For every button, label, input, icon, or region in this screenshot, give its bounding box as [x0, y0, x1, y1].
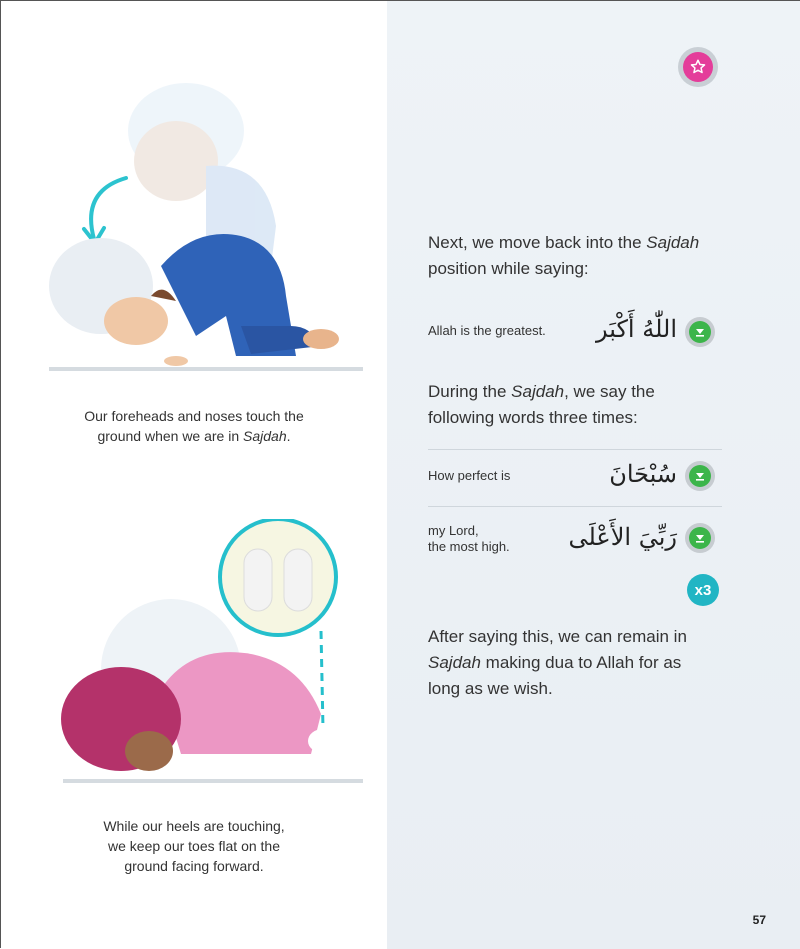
rabbiyal-ala-arabic: رَبِّيَ الأَعْلَى	[568, 523, 677, 551]
allahu-akbar-translation: Allah is the greatest.	[428, 323, 546, 338]
text-panel	[387, 1, 800, 949]
divider	[428, 449, 722, 450]
during-text-3: following words three times:	[428, 408, 638, 427]
sajdah-term: Sajdah	[511, 382, 565, 401]
subhana-translation: How perfect is	[428, 468, 511, 483]
subhana-arabic: سُبْحَانَ	[609, 460, 677, 488]
caption-heels-line2: we keep our toes flat on the	[108, 838, 280, 854]
star-icon	[689, 58, 707, 76]
audio-button-rabbiyal-ala[interactable]	[685, 523, 715, 553]
curved-arrow-icon	[91, 178, 126, 239]
sajdah-term: Sajdah	[428, 653, 481, 672]
caption-forehead-line1: Our foreheads and noses touch the	[84, 408, 304, 424]
translation-line2: the most high.	[428, 539, 510, 554]
caption-heels-line3: ground facing forward.	[124, 858, 264, 874]
intro-text: Next, we move back into the	[428, 233, 647, 252]
divider	[428, 506, 722, 507]
allahu-akbar-arabic: اللّٰهُ أَكْبَر	[596, 315, 677, 343]
audio-button-allahu-akbar[interactable]	[685, 317, 715, 347]
caption-period: .	[286, 428, 291, 444]
caption-heels-line1: While our heels are touching,	[103, 818, 285, 834]
rabbiyal-ala-translation	[428, 523, 510, 555]
repeat-three-badge: x3	[687, 574, 719, 606]
star-button[interactable]	[678, 47, 718, 87]
translation-line1: my Lord,	[428, 523, 479, 538]
intro-text-2: position while saying:	[428, 259, 589, 278]
closing-text-2: making dua to Allah for as	[480, 653, 682, 672]
girl-sajdah-illustration	[1, 519, 387, 789]
illustration-panel	[1, 1, 387, 949]
closing-paragraph	[428, 624, 758, 702]
play-down-icon	[694, 532, 706, 544]
sajdah-term: Sajdah	[646, 233, 700, 252]
boy-sajdah-illustration	[1, 71, 387, 381]
during-text-2: , we say the	[564, 382, 655, 401]
page-number: 57	[752, 913, 766, 927]
caption-forehead-line2: ground when we are in	[97, 428, 244, 444]
caption-heels	[41, 816, 347, 876]
play-down-icon	[694, 326, 706, 338]
caption-forehead	[41, 406, 347, 446]
play-down-icon	[694, 470, 706, 482]
during-text: During the	[428, 382, 512, 401]
during-paragraph	[428, 379, 758, 431]
sajdah-term: Sajdah	[243, 428, 287, 444]
closing-text-3: long as we wish.	[428, 679, 553, 698]
audio-button-subhana[interactable]	[685, 461, 715, 491]
intro-paragraph	[428, 230, 758, 282]
closing-text-1: After saying this, we can remain in	[428, 627, 687, 646]
